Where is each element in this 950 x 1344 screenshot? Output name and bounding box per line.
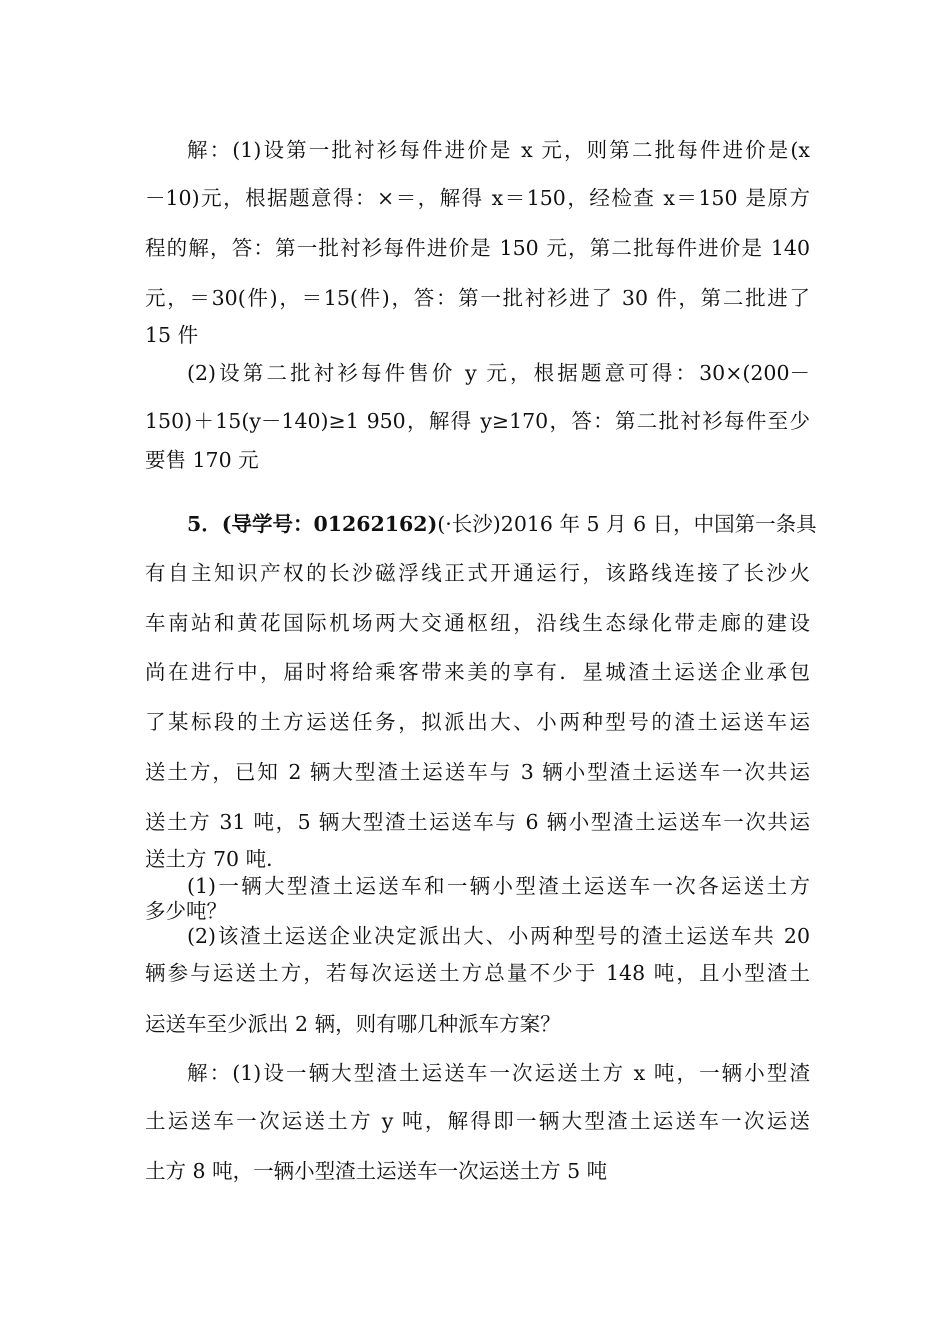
text-line: 送土方 70 吨． [145, 847, 287, 871]
text-line: －10)元，根据题意得：×＝，解得 x＝150，经检查 x＝150 是原方 [145, 186, 810, 210]
text-line: 元，＝30(件)，＝15(件)，答：第一批衬衫进了 30 件，第二批进了 [145, 286, 810, 310]
solution-line: 土方 8 吨，一辆小型渣土运送车一次运送土方 5 吨 [145, 1159, 608, 1183]
solution-line: 土运送车一次运送土方 y 吨，解得即一辆大型渣土运送车一次运送 [145, 1109, 810, 1133]
question-1-line: (1)一辆大型渣土运送车和一辆小型渣土运送车一次各运送土方 [187, 874, 810, 898]
question-2-line: 辆参与运送土方，若每次运送土方总量不少于 148 吨，且小型渣土 [145, 961, 810, 985]
question-2-line: (2)该渣土运送企业决定派出大、小两种型号的渣土运送车共 20 [187, 924, 810, 948]
text-line: 送土方 31 吨，5 辆大型渣土运送车与 6 辆小型渣土运送车一次共运 [145, 810, 810, 834]
text-line: 车南站和黄花国际机场两大交通枢纽，沿线生态绿化带走廊的建设 [145, 611, 810, 635]
source-tag: (导学号：01262162) [221, 512, 438, 536]
question-1-line: 多少吨？ [145, 899, 227, 923]
text-line: 程的解，答：第一批衬衫每件进价是 150 元，第二批每件进价是 140 [145, 236, 810, 260]
text-line: 有自主知识产权的长沙磁浮线正式开通运行，该路线连接了长沙火 [145, 561, 810, 585]
statement-start: 2016 年 5 月 6 日，中国第一条具 [500, 512, 817, 536]
text-line: 150)＋15(y－140)≥1 950，解得 y≥170，答：第二批衬衫每件至少 [145, 409, 810, 433]
question-2-line: 运送车至少派出 2 辆，则有哪几种派车方案？ [145, 1012, 561, 1036]
text-line: (2)设第二批衬衫每件售价 y 元，根据题意可得：30×(200－ [187, 361, 810, 385]
solution-line: 解：(1)设一辆大型渣土运送车一次运送土方 x 吨，一辆小型渣 [187, 1061, 810, 1085]
text-line: 了某标段的土方运送任务，拟派出大、小两种型号的渣土运送车运 [145, 710, 810, 734]
text-line: 要售 170 元 [145, 448, 259, 472]
text-line: 送土方，已知 2 辆大型渣土运送车与 3 辆小型渣土运送车一次共运 [145, 760, 810, 784]
text-line: 15 件 [145, 323, 199, 347]
problem-number: 5． [187, 512, 222, 536]
problem-5-first-line [187, 510, 817, 538]
source-rest: (·长沙) [437, 512, 501, 536]
text-line: 解：(1)设第一批衬衫每件进价是 x 元，则第二批每件进价是(x [187, 138, 810, 162]
text-line: 尚在进行中，届时将给乘客带来美的享有．星城渣土运送企业承包 [145, 660, 810, 684]
